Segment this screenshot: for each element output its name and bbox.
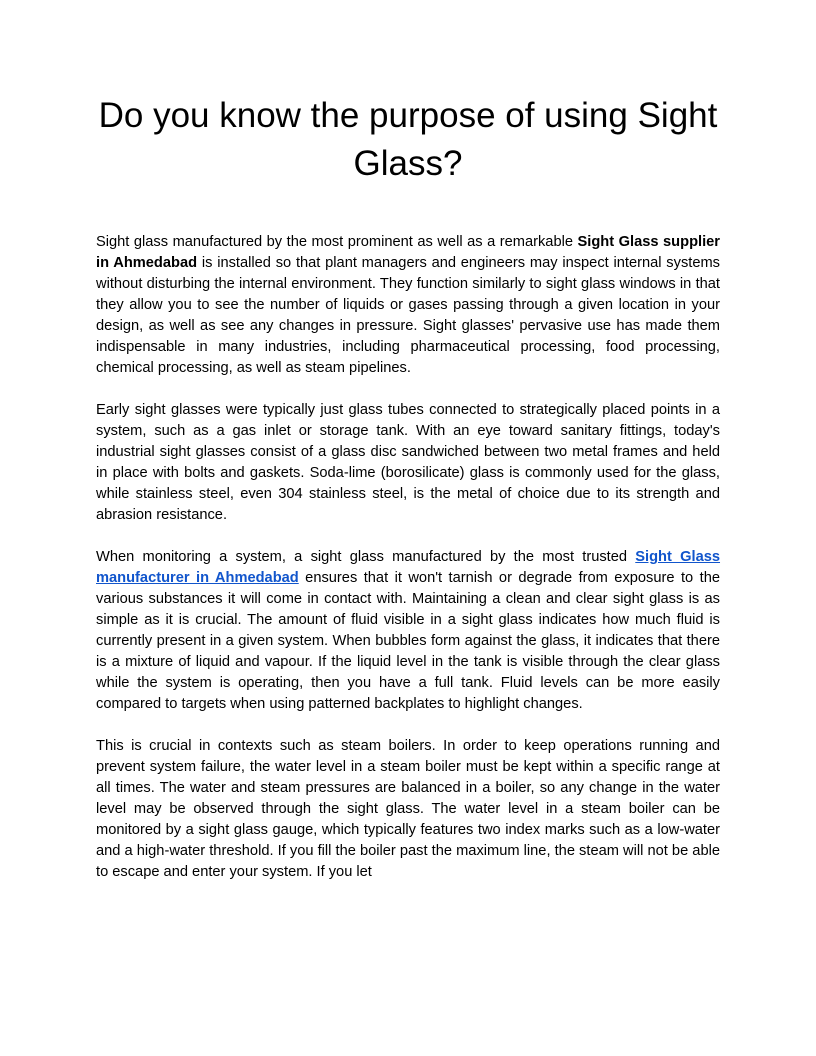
sight-glass-manufacturer-link[interactable]: Sight Glass manufacturer in Ahmedabad (96, 549, 721, 586)
paragraph-1-text-start: Sight glass manufactured by the most prominent as well as a remarkable (96, 234, 578, 250)
paragraph-1-bold-phrase: Sight Glass supplier in Ahmedabad (96, 234, 720, 271)
document-body (96, 232, 720, 904)
paragraph-2: Early sight glasses were typically just glass tubes connected to strategically placed points in a system, such as a gas inlet or storage tank. With an eye toward sanitary fittings, today's industrial sight glasses consist of a glass disc sandwiched between two metal frames and held in place with bolts and gaskets. Soda-lime (borosilicate) glass is commonly used for the glass, while stainless steel, even 304 stainless steel, is the metal of choice due to its strength and abrasion resistance. (96, 402, 720, 523)
paragraph-3-text-start: When monitoring a system, a sight glass manufactured by the most trusted (96, 549, 636, 565)
paragraph-4: This is crucial in contexts such as steam boilers. In order to keep operations running and prevent system failure, the water level in a steam boiler must be kept within a specific range at all times. The water and steam pressures are balanced in a boiler, so any change in the water level may be observed through the sight glass. The water level in a steam boiler can be monitored by a sight glass gauge, which typically features two index marks such as a low-water and a high-water threshold. If you fill the boiler past the maximum line, the steam will not be able to escape and enter your system. If you let (96, 738, 720, 880)
paragraph-3-text-end: ensures that it won't tarnish or degrade from exposure to the various substances it will come in contact with. Maintaining a clean and clear sight glass is as simple as it is crucial. The amount of fluid visible in a sight glass indicates how much fluid is currently present in a given system. When bubbles form against the glass, it indicates that there is a mixture of liquid and vapour. If the liquid level in the tank is visible through the clear glass while the system is operating, then you have a full tank. Fluid levels can be more easily compared to targets when using patterned backplates to highlight changes. (96, 570, 720, 712)
paragraph-1 (96, 232, 720, 379)
document-title: Do you know the purpose of using Sight Glass? (98, 96, 718, 183)
paragraph-3 (96, 547, 720, 715)
paragraph-1-text-end: is installed so that plant managers and engineers may inspect internal systems without disturbing the internal environment. They function similarly to sight glass windows in that they allow you to see the number of liquids or gases passing through a given location in your design, as well as see any changes in pressure. Sight glasses' pervasive use has made them indispensable in many industries, including pharmaceutical processing, food processing, chemical processing, as well as steam pipelines. (96, 255, 720, 376)
